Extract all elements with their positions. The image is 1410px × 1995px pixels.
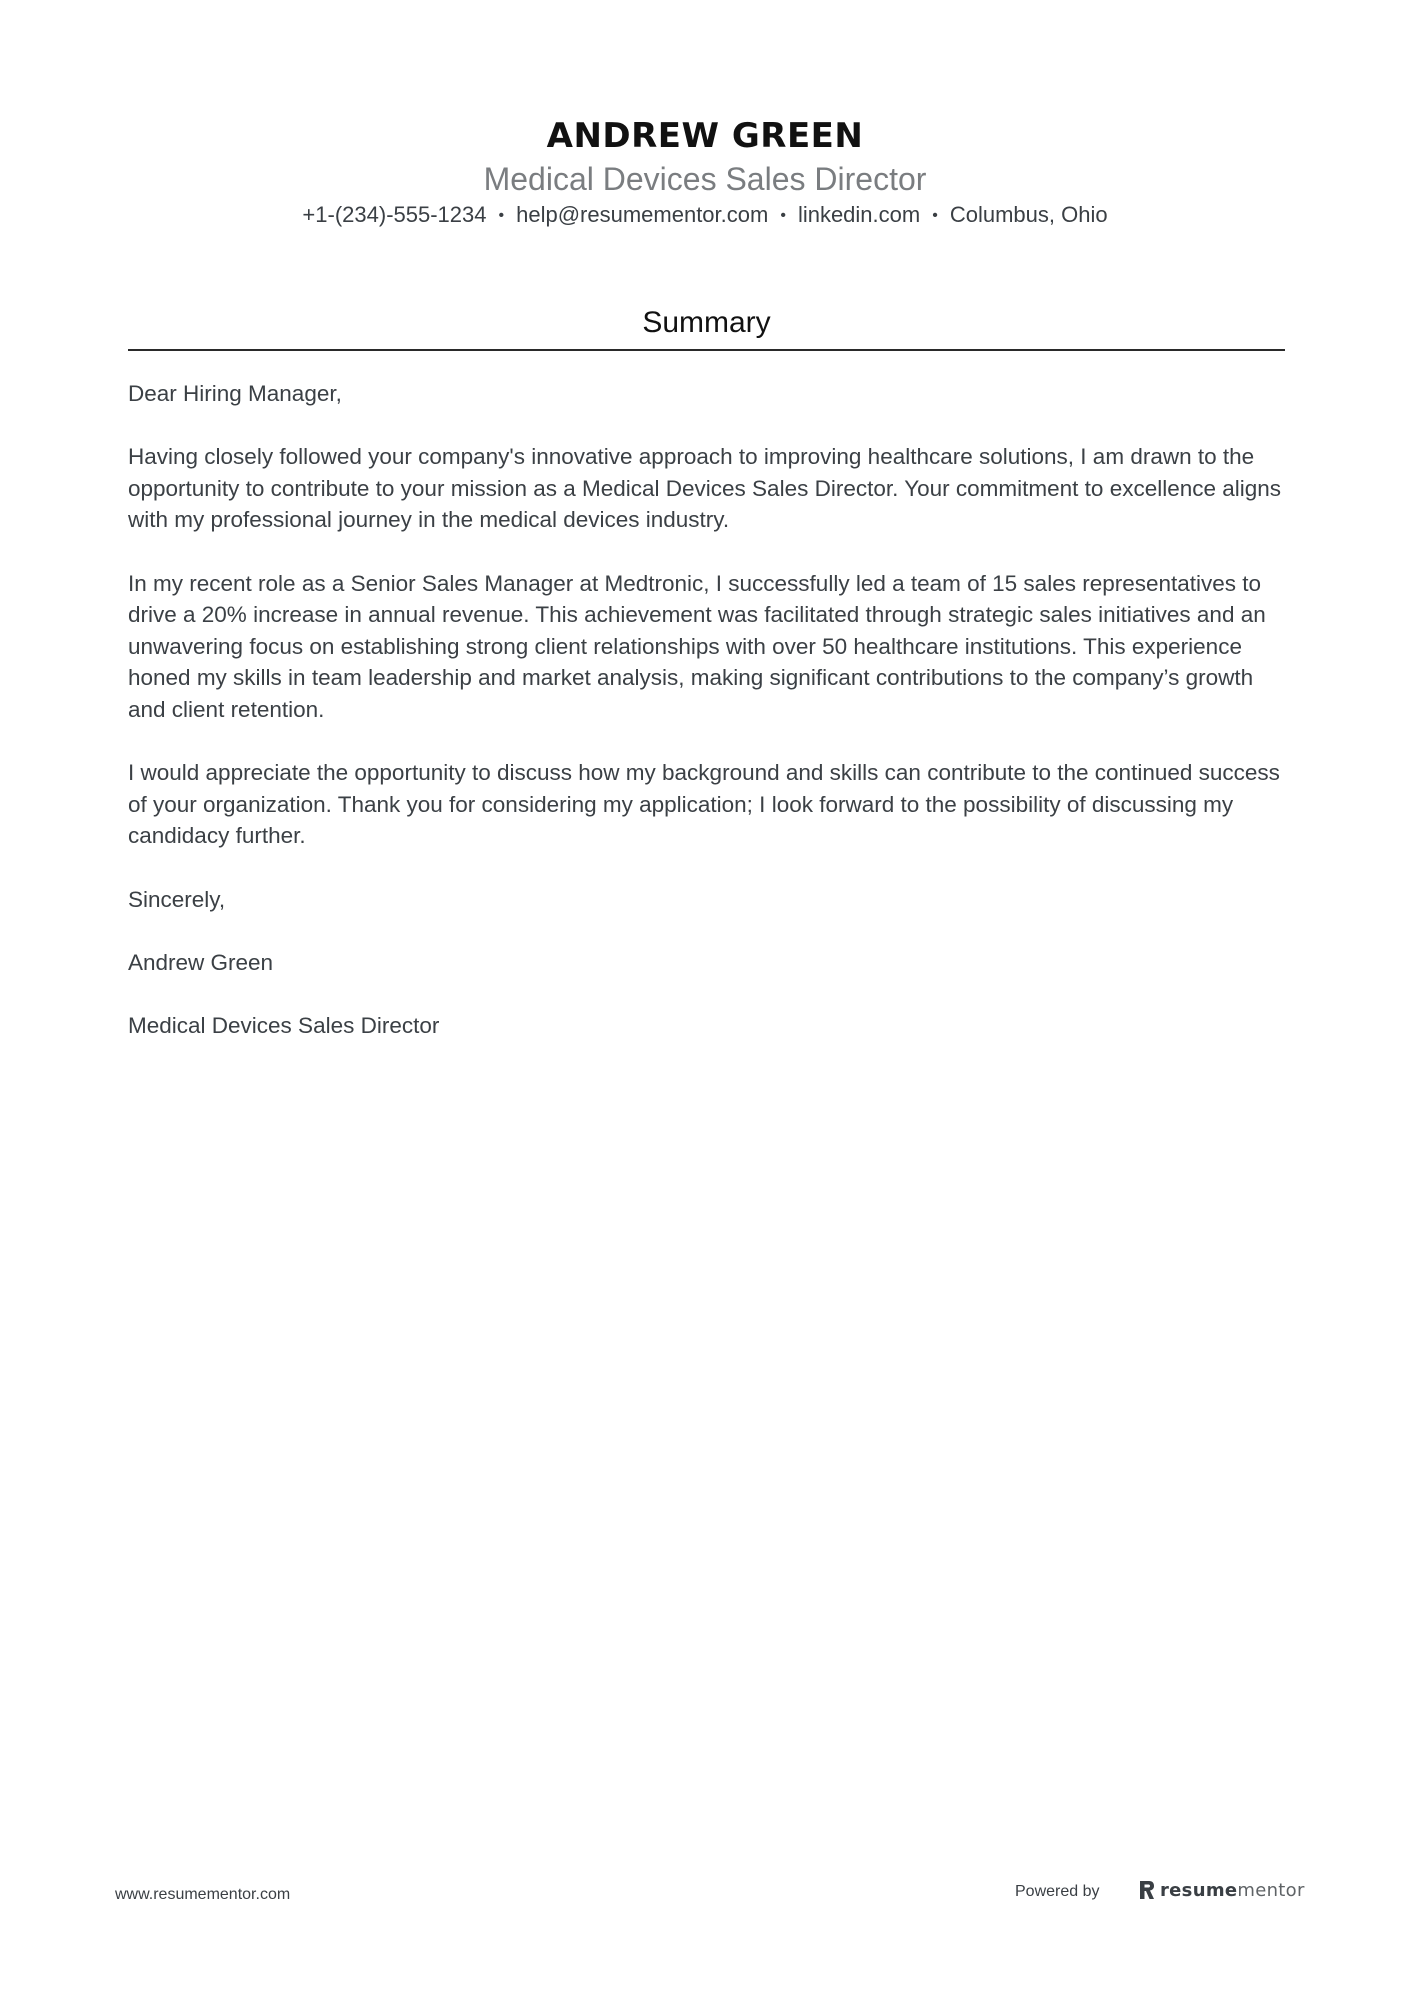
footer-logo-wordmark <box>1160 1880 1305 1901</box>
section-heading-summary: Summary <box>642 306 771 339</box>
letter-paragraph: In my recent role as a Senior Sales Manager at Medtronic, I successfully led a team of 15 sales representatives to drive a 20% increase in annual revenue. This achievement was facilitated through strategic sales initiatives and an unwavering focus on establishing strong client relationships with over 50 healthcare institutions. This experience honed my skills in team leadership and market analysis, making significant contributions to the company’s growth and client retention. <box>128 570 1266 722</box>
section-divider <box>128 349 1285 351</box>
footer-powered-by: Powered by <box>1015 1883 1100 1900</box>
letter-paragraph: Having closely followed your company's innovative approach to improving healthcare solutions, I am drawn to the opportunity to contribute to your mission as a Medical Devices Sales Director. Your commitment to excellence aligns with my professional journey in the medical devices industry. <box>128 444 1282 533</box>
signature-title: Medical Devices Sales Director <box>128 1012 440 1038</box>
contact-email[interactable]: help@resumementor.com <box>516 202 769 227</box>
resumementor-logo-icon <box>1138 1879 1156 1901</box>
contact-separator: • <box>780 207 786 224</box>
footer-brand-logo[interactable] <box>1138 1878 1305 1902</box>
applicant-job-title: Medical Devices Sales Director <box>483 161 927 197</box>
contact-linkedin[interactable]: linkedin.com <box>797 202 921 227</box>
letter-paragraph: I would appreciate the opportunity to discuss how my background and skills can contribute to the continued success of your organization. Thank you for considering my application; I look forward to the possibility of discussing my candidacy further. <box>128 760 1280 849</box>
contact-separator: • <box>932 207 938 224</box>
signature-name: Andrew Green <box>128 949 274 975</box>
contact-phone: +1-(234)-555-1234 <box>302 202 487 227</box>
letter-salutation: Dear Hiring Manager, <box>128 381 342 406</box>
contact-location: Columbus, Ohio <box>949 202 1108 227</box>
applicant-name: ANDREW GREEN <box>546 116 864 156</box>
letter-closing: Sincerely, <box>128 886 226 912</box>
footer-logo-light: mentor <box>1237 1879 1305 1901</box>
footer-logo-bold: resume <box>1160 1879 1238 1901</box>
contact-separator: • <box>498 207 505 224</box>
letter-header <box>0 112 1410 231</box>
contact-line <box>0 200 1410 231</box>
footer-website-link[interactable]: www.resumementor.com <box>115 1886 291 1903</box>
letter-body <box>128 378 1288 1073</box>
